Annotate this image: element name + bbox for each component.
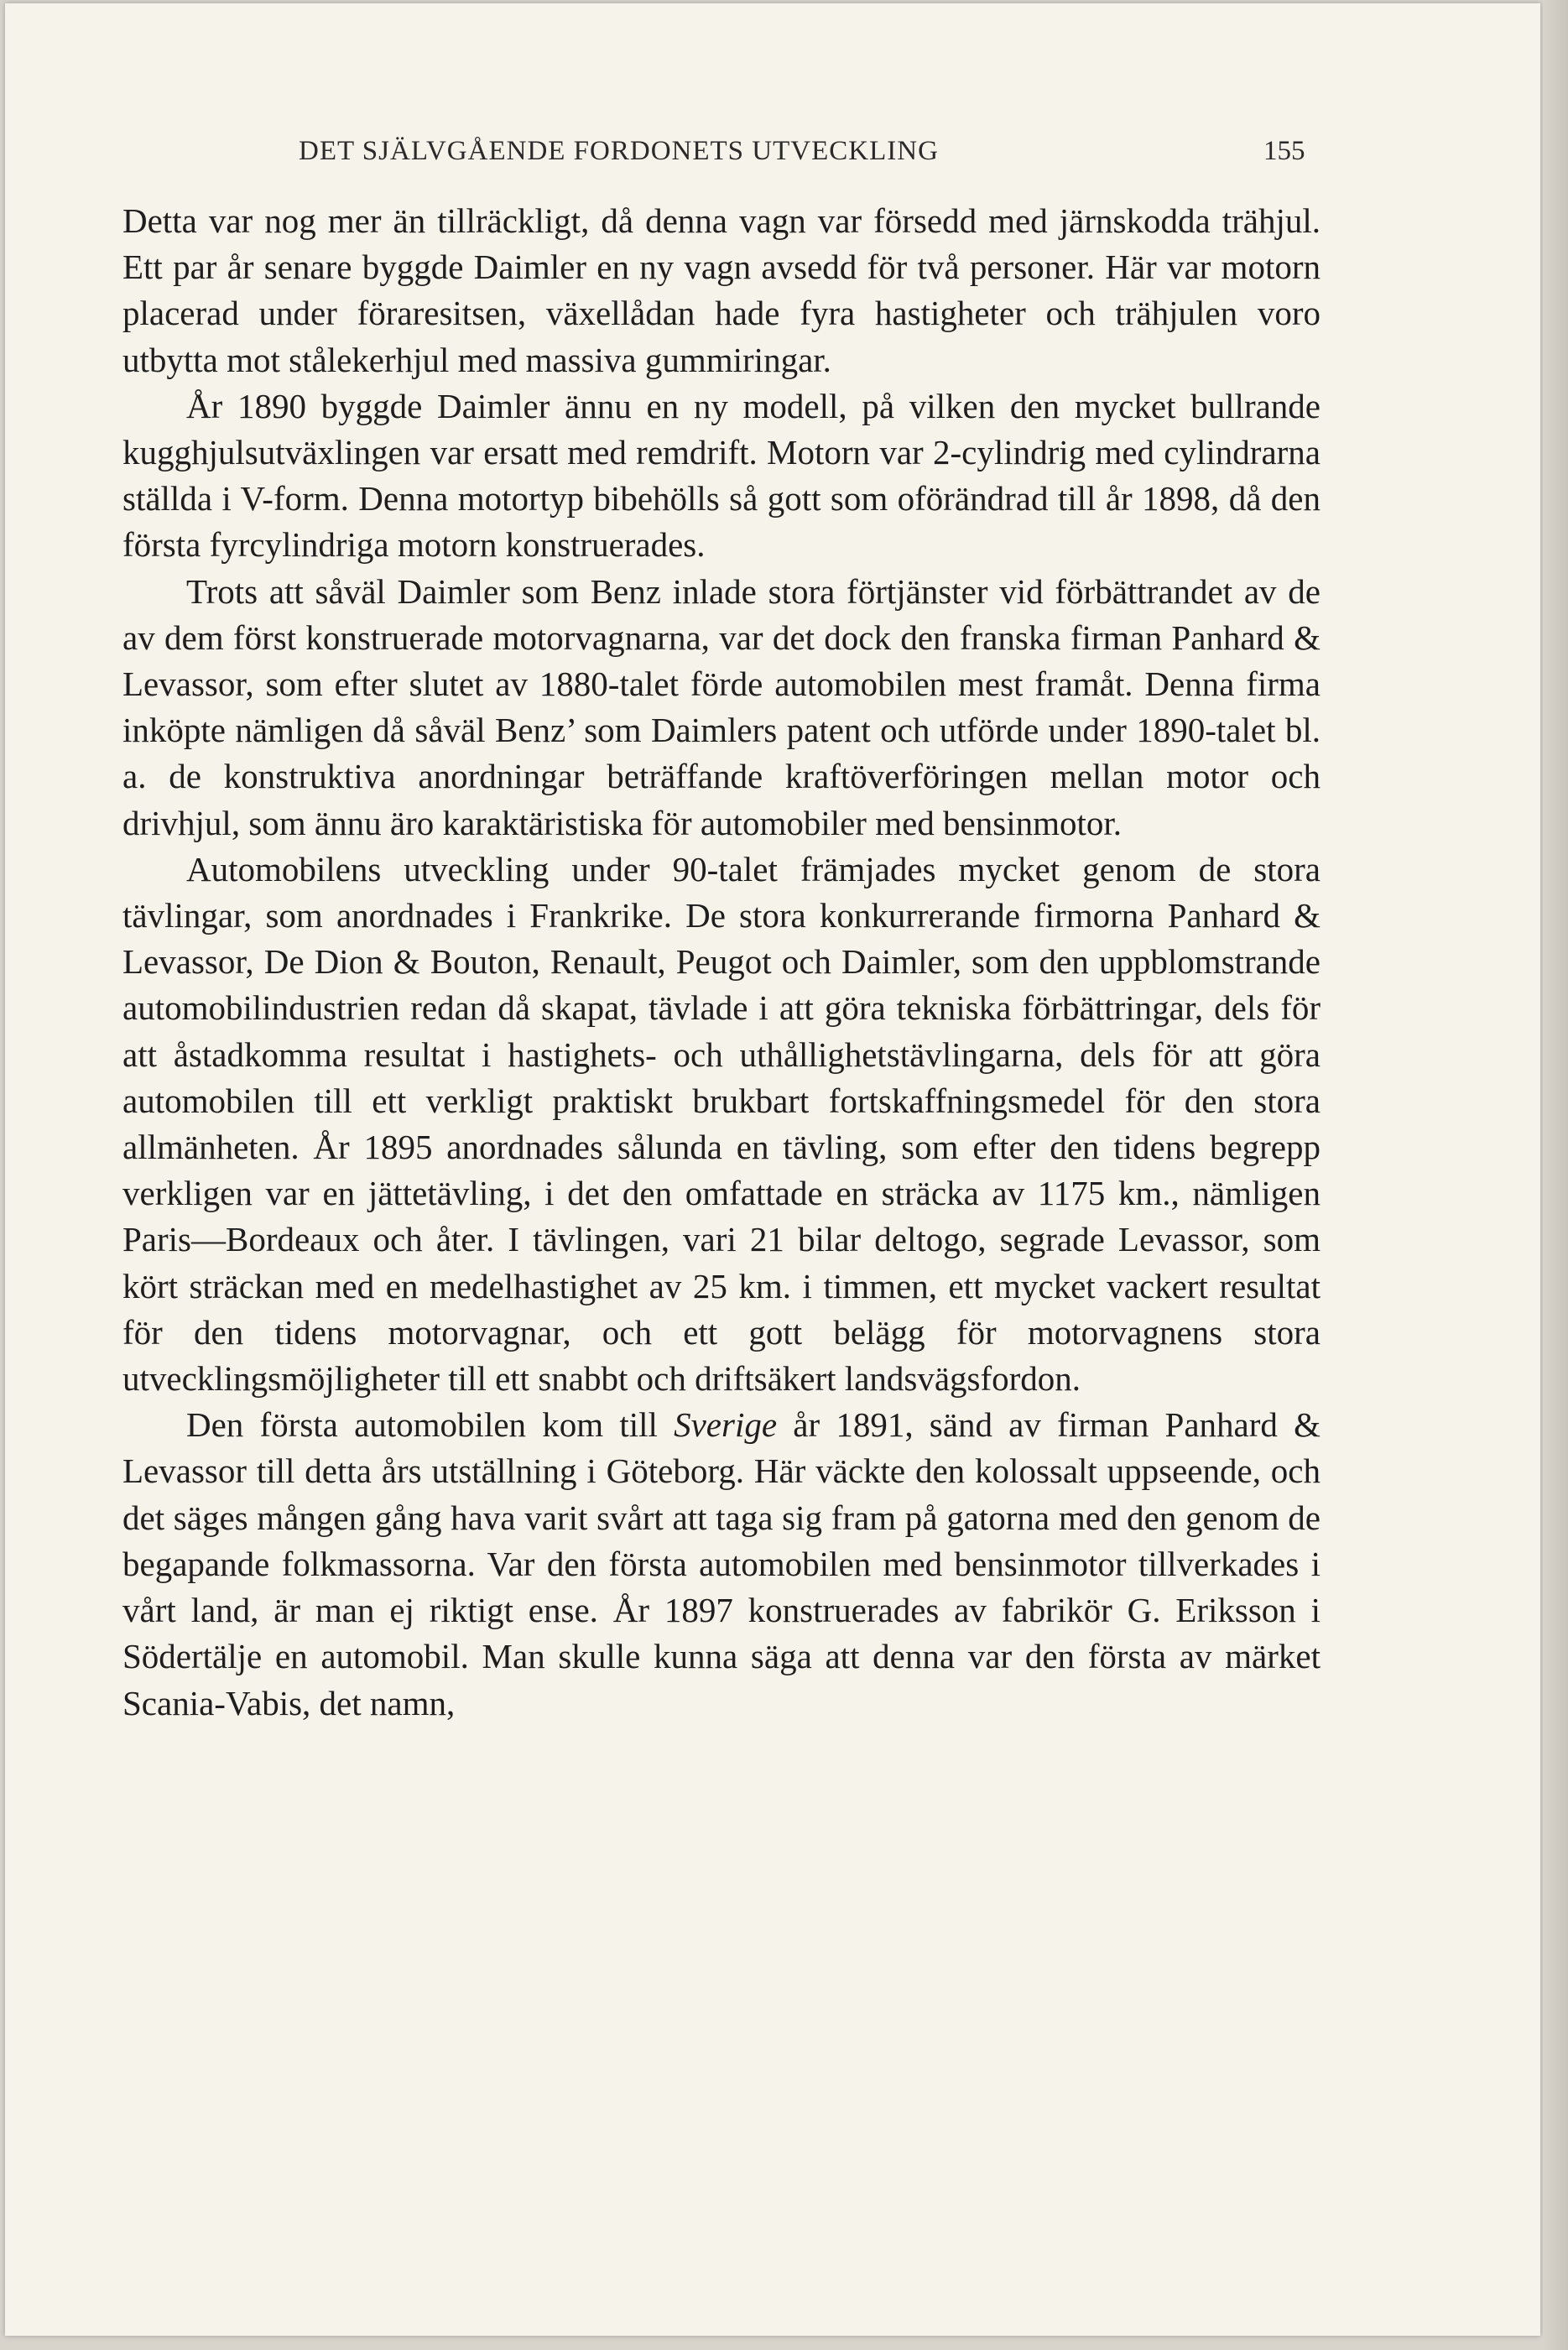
- page-number: 155: [1263, 136, 1305, 166]
- paragraph: Automobilens utveckling under 90-talet främjades mycket genom de stora tävlingar, som anordnades i Frankrike. De stora konkurrerande firmorna Panhard & Levassor, De Dion & Bouton, Renault, Peugot och Daimler, som den uppblomstrande automobilindustrien redan då skapat, tävlade i att göra tekniska förbättringar, dels för att åstadkomma resultat i hastighets- och uthållighetstävlingarna, dels för att göra automobilen till ett verkligt praktiskt brukbart fortskaffningsmedel för den stora allmänheten. År 1895 anordnades sålunda en tävling, som efter den tidens begrepp verkligen var en jättetävling, i det den omfattade en sträcka av 1175 km., nämligen Paris—Bordeaux och åter. I tävlingen, vari 21 bilar deltogo, segrade Levassor, som kört sträckan med en medelhastighet av 25 km. i timmen, ett mycket vackert resultat för den tidens motorvagnar, och ett gott belägg för motorvagnens stora utvecklingsmöjligheter till ett snabbt och driftsäkert landsvägsfordon.: [122, 849, 1321, 1399]
- paragraph-text: år 1891, sänd av firman Panhard & Levassor till detta års utställning i Göteborg. Här väckte den kolossalt uppseende, och det säges mången gång hava varit svårt att taga sig fram på gatorna med den genom de begapande folkmassorna. Var den första automobilen med bensinmotor tillverkades i vårt land, är man ej riktigt ense. År 1897 konstruerades av fabrikör G. Eriksson i Södertälje en automobil. Man skulle kunna säga att denna var den första av märket Scania-Vabis, det namn,: [122, 1405, 1321, 1722]
- paragraph: [122, 1402, 1321, 1726]
- paragraph: År 1890 byggde Daimler ännu en ny modell, på vilken den mycket bullrande kugghjulsutväxlingen var ersatt med remdrift. Motorn var 2-cylindrig med cylindrarna ställda i V-form. Denna motortyp bibehölls så gott som oförändrad till år 1898, då den första fyrcylindriga motorn konstruerades.: [122, 386, 1321, 565]
- page-edge-shadow: [1543, 0, 1568, 2350]
- running-head: DET SJÄLVGÅENDE FORDONETS UTVECKLING: [299, 136, 939, 166]
- paragraph: Detta var nog mer än tillräckligt, då denna vagn var försedd med järnskodda trähjul. Ett par år senare byggde Daimler en ny vagn avsedd för två personer. Här var motorn placerad under föraresitsen, växellådan hade fyra hastigheter och trähjulen voro utbytta mot stålekerhjul med massiva gummiringar.: [122, 201, 1321, 379]
- paragraph-text: Den första automobilen kom till: [186, 1405, 675, 1445]
- paragraph: Trots att såväl Daimler som Benz inlade stora förtjänster vid förbättrandet av de av dem först konstruerade motorvagnarna, var det dock den franska firman Panhard & Levassor, som efter slutet av 1880-talet förde automobilen mest framåt. Denna firma inköpte nämligen då såväl Benz’ som Daimlers patent och utförde under 1890-talet bl. a. de konstruktiva anordningar beträffande kraftöverföringen mellan motor och drivhjul, som ännu äro karaktäristiska för automobiler med bensinmotor.: [122, 571, 1321, 842]
- body-text: [122, 198, 1321, 1727]
- italic-place-name: Sverige: [674, 1405, 778, 1445]
- book-page: [5, 3, 1540, 2336]
